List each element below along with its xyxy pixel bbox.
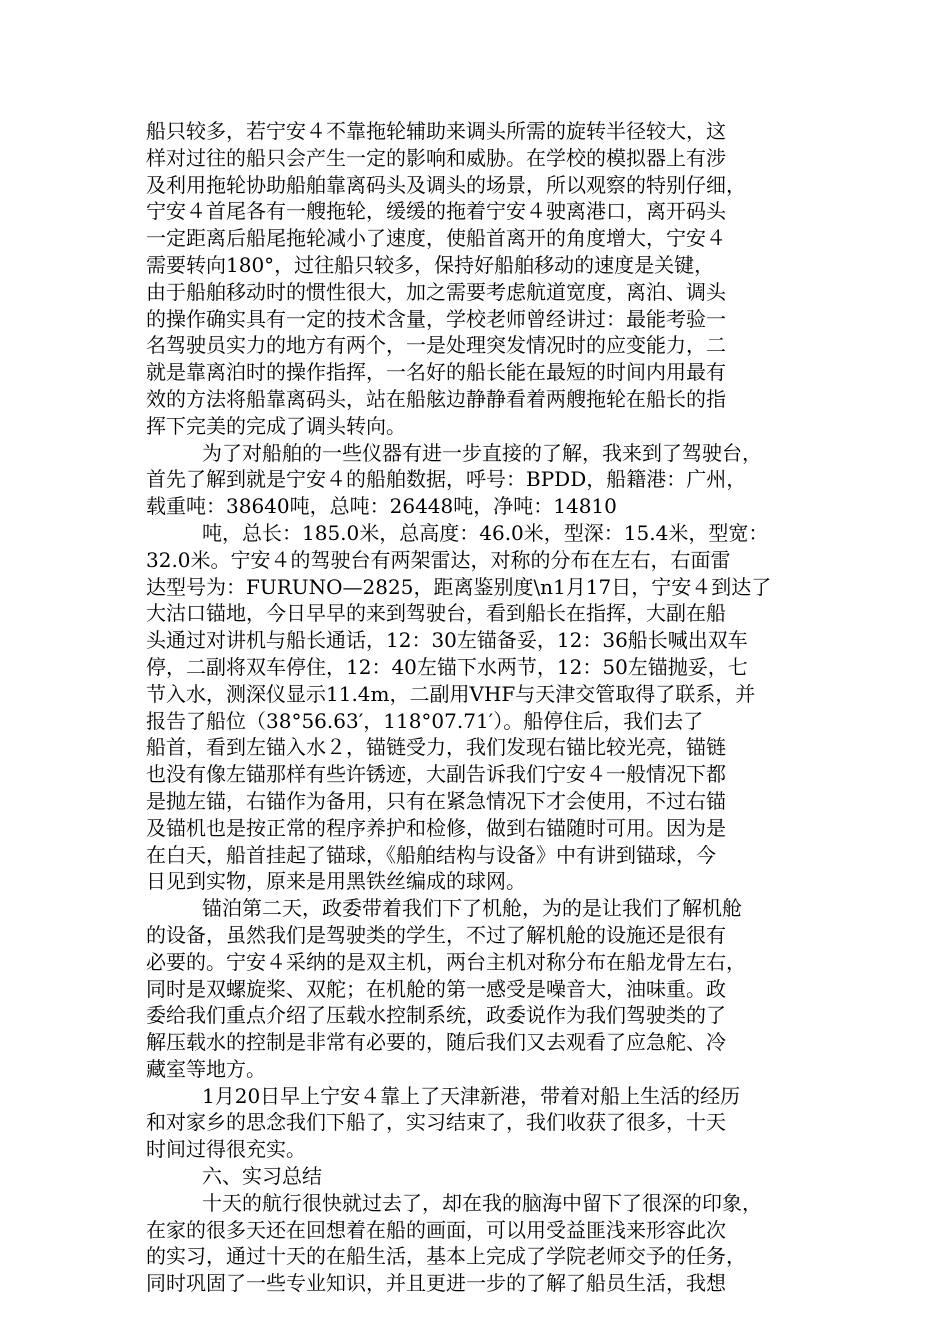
text-line: 十天的航行很快就过去了，却在我的脑海中留下了很深的印象， bbox=[202, 1190, 762, 1215]
text-line: 大沽口锚地，今日早早的来到驾驶台，看到船长在指挥，大副在船 bbox=[146, 601, 726, 626]
text-line: 解压载水的控制是非常有必要的，随后我们又去观看了应急舵、冷 bbox=[146, 1030, 726, 1055]
text-line: 宁安４首尾各有一艘拖轮，缓缓的拖着宁安４驶离港口，离开码头 bbox=[146, 199, 726, 224]
text-line: 就是靠离泊时的操作指挥，一名好的船长能在最短的时间内用最有 bbox=[146, 360, 726, 385]
text-line: 名驾驶员实力的地方有两个，一是处理突发情况时的应变能力，二 bbox=[146, 333, 726, 358]
text-line: 在家的很多天还在回想着在船的画面，可以用受益匪浅来形容此次 bbox=[146, 1217, 726, 1242]
text-line: 效的方法将船靠离码头，站在船舷边静静看着两艘拖轮在船长的指 bbox=[146, 386, 726, 411]
text-line: 达型号为：FURUNO—2825，距离鉴别度\n1月17日，宁安４到达了 bbox=[146, 574, 772, 599]
text-line: 同时巩固了一些专业知识，并且更进一步的了解了船员生活，我想 bbox=[146, 1271, 726, 1296]
text-line: 节入水，测深仪显示11.4m，二副用VHF与天津交管取得了联系，并 bbox=[146, 681, 756, 706]
text-line: 船只较多，若宁安４不靠拖轮辅助来调头所需的旋转半径较大，这 bbox=[146, 119, 726, 143]
text-line: 船首，看到左锚入水２，锚链受力，我们发现右锚比较光亮，锚链 bbox=[146, 735, 726, 760]
text-line: 为了对船舶的一些仪器有进一步直接的了解，我来到了驾驶台， bbox=[202, 440, 762, 465]
text-line: 及利用拖轮协助船舶靠离码头及调头的场景，所以观察的特别仔细， bbox=[146, 172, 746, 197]
text-line: 藏室等地方。 bbox=[146, 1056, 266, 1081]
text-line: 也没有像左锚那样有些许锈迹，大副告诉我们宁安４一般情况下都 bbox=[146, 762, 726, 787]
text-line: 需要转向180°，过往船只较多，保持好船舶移动的速度是关键， bbox=[146, 252, 715, 277]
text-line: 一定距离后船尾拖轮减小了速度，使船首离开的角度增大，宁安４ bbox=[146, 226, 726, 251]
text-line: 和对家乡的思念我们下船了，实习结束了，我们收获了很多，十天 bbox=[146, 1110, 726, 1135]
text-line: 样对过往的船只会产生一定的影响和威胁。在学校的模拟器上有涉 bbox=[146, 145, 726, 170]
text-line: 委给我们重点介绍了压载水控制系统，政委说作为我们驾驶类的了 bbox=[146, 1003, 726, 1028]
text-line: 及锚机也是按正常的程序养护和检修，做到右锚随时可用。因为是 bbox=[146, 815, 726, 840]
text-line: 的设备，虽然我们是驾驶类的学生，不过了解机舱的设施还是很有 bbox=[146, 922, 726, 947]
text-line: 挥下完美的完成了调头转向。 bbox=[146, 413, 406, 438]
text-line: 1月20日早上宁安４靠上了天津新港，带着对船上生活的经历 bbox=[202, 1083, 741, 1108]
text-line: 六、实习总结 bbox=[202, 1164, 322, 1189]
text-line: 必要的。宁安４采纳的是双主机，两台主机对称分布在船龙骨左右， bbox=[146, 949, 746, 974]
text-line: 在白天，船首挂起了锚球，《船舶结构与设备》中有讲到锚球，今 bbox=[146, 842, 716, 867]
text-line: 吨，总长：185.0米，总高度：46.0米，型深：15.4米，型宽： bbox=[202, 520, 769, 545]
text-line: 由于船舶移动时的惯性很大，加之需要考虑航道宽度，离泊、调头 bbox=[146, 279, 726, 304]
text-line: 头通过对讲机与船长通话，12：30左锚备妥，12：36船长喊出双车 bbox=[146, 628, 748, 653]
text-line: 载重吨：38640吨，总吨：26448吨，净吨：14810 bbox=[146, 494, 617, 519]
text-line: 停，二副将双车停住，12：40左锚下水两节，12：50左锚抛妥，七 bbox=[146, 654, 748, 679]
text-line: 时间过得很充实。 bbox=[146, 1137, 306, 1162]
text-line: 同时是双螺旋桨、双舵；在机舱的第一感受是噪音大，油味重。政 bbox=[146, 976, 726, 1001]
text-line: 日见到实物，原来是用黑铁丝编成的球网。 bbox=[146, 869, 526, 894]
text-line: 的实习，通过十天的在船生活，基本上完成了学院老师交予的任务， bbox=[146, 1244, 746, 1269]
text-line: 首先了解到就是宁安４的船舶数据，呼号：BPDD，船籍港：广州， bbox=[146, 467, 747, 492]
text-line: 报告了船位（38°56.63′，118°07.71′）。船停住后，我们去了 bbox=[146, 708, 704, 733]
text-line: 锚泊第二天，政委带着我们下了机舱，为的是让我们了解机舱 bbox=[202, 896, 742, 921]
text-line: 的操作确实具有一定的技术含量，学校老师曾经讲过：最能考验一 bbox=[146, 306, 726, 331]
text-line: 是抛左锚，右锚作为备用，只有在紧急情况下才会使用，不过右锚 bbox=[146, 788, 726, 813]
text-line: 32.0米。宁安４的驾驶台有两架雷达，对称的分布在左右，右面雷 bbox=[146, 547, 731, 572]
document-body bbox=[146, 118, 826, 1297]
